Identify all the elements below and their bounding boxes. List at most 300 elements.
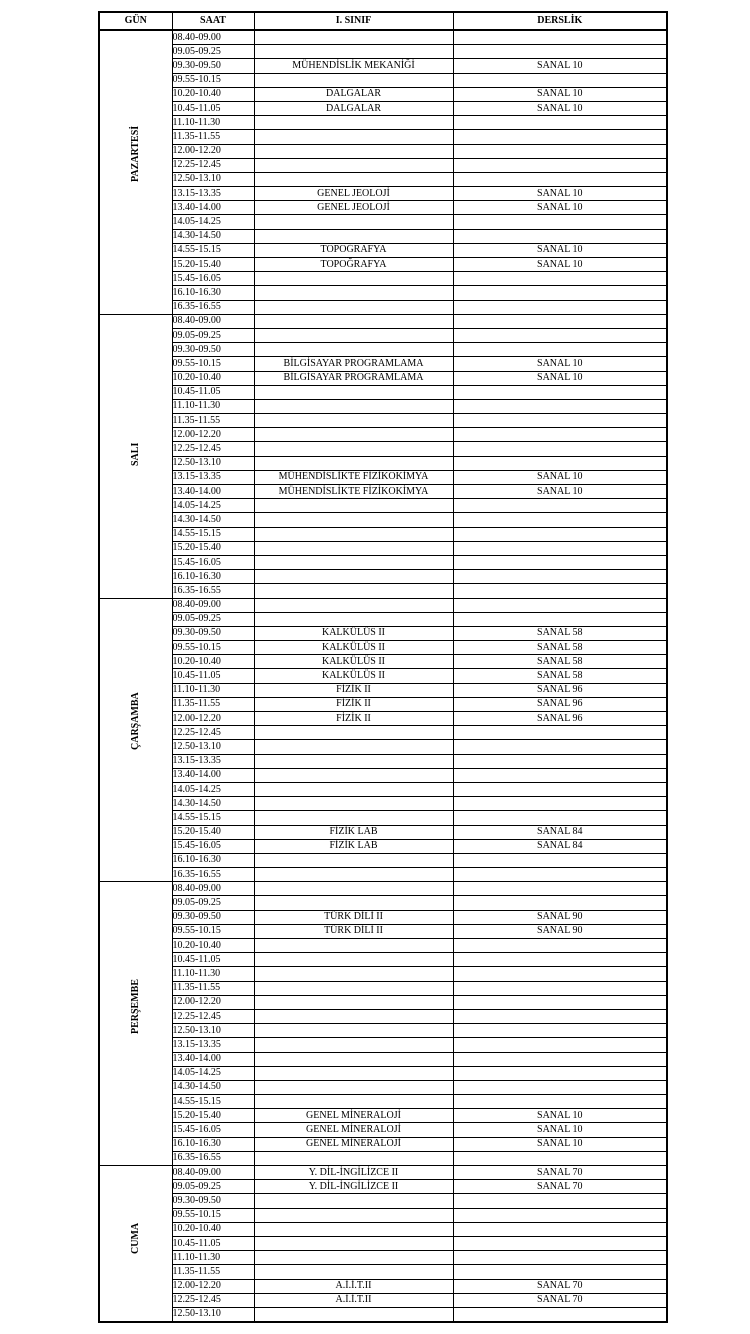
derslik-cell [453, 1066, 667, 1080]
derslik-cell: SANAL 10 [453, 187, 667, 201]
saat-cell: 09.55-10.15 [172, 73, 254, 87]
table-row [99, 1208, 667, 1222]
derslik-cell [453, 527, 667, 541]
ders-cell: KALKÜLÜS II [254, 655, 453, 669]
ders-cell [254, 868, 453, 882]
derslik-cell [453, 328, 667, 342]
ders-cell [254, 385, 453, 399]
table-row [99, 584, 667, 598]
saat-cell: 16.35-16.55 [172, 1151, 254, 1165]
ders-cell [254, 570, 453, 584]
table-row [99, 1222, 667, 1236]
ders-cell [254, 300, 453, 314]
ders-cell [254, 414, 453, 428]
ders-cell [254, 995, 453, 1009]
header-sinif: I. SINIF [254, 12, 453, 30]
saat-cell: 12.50-13.10 [172, 456, 254, 470]
derslik-cell [453, 1052, 667, 1066]
derslik-cell [453, 939, 667, 953]
table-row [99, 101, 667, 115]
table-row [99, 201, 667, 215]
derslik-cell: SANAL 58 [453, 669, 667, 683]
saat-cell: 09.30-09.50 [172, 910, 254, 924]
derslik-cell [453, 286, 667, 300]
saat-cell: 09.55-10.15 [172, 641, 254, 655]
derslik-cell [453, 967, 667, 981]
derslik-cell [453, 570, 667, 584]
table-row [99, 499, 667, 513]
table-row [99, 357, 667, 371]
saat-cell: 08.40-09.00 [172, 598, 254, 612]
saat-cell: 11.10-11.30 [172, 683, 254, 697]
derslik-cell [453, 428, 667, 442]
saat-cell: 10.45-11.05 [172, 385, 254, 399]
table-row [99, 1180, 667, 1194]
ders-cell [254, 1151, 453, 1165]
derslik-cell [453, 456, 667, 470]
table-row [99, 1066, 667, 1080]
derslik-cell [453, 144, 667, 158]
ders-cell [254, 1080, 453, 1094]
ders-cell [254, 754, 453, 768]
table-row [99, 853, 667, 867]
table-row [99, 343, 667, 357]
saat-cell: 10.45-11.05 [172, 953, 254, 967]
derslik-cell: SANAL 70 [453, 1180, 667, 1194]
derslik-cell [453, 782, 667, 796]
derslik-cell [453, 1009, 667, 1023]
table-row [99, 1293, 667, 1307]
saat-cell: 09.05-09.25 [172, 896, 254, 910]
table-row [99, 258, 667, 272]
table-row [99, 243, 667, 257]
ders-cell [254, 939, 453, 953]
day-label: PAZARTESİ [129, 126, 141, 183]
table-row [99, 924, 667, 938]
table-row [99, 768, 667, 782]
table-row [99, 385, 667, 399]
derslik-cell: SANAL 10 [453, 201, 667, 215]
table-row [99, 740, 667, 754]
table-row [99, 314, 667, 328]
table-row [99, 1109, 667, 1123]
ders-cell [254, 1208, 453, 1222]
derslik-cell [453, 1024, 667, 1038]
derslik-cell: SANAL 10 [453, 485, 667, 499]
derslik-cell [453, 1222, 667, 1236]
day-cell [99, 30, 172, 314]
saat-cell: 09.05-09.25 [172, 1180, 254, 1194]
saat-cell: 13.15-13.35 [172, 470, 254, 484]
ders-cell: FİZİK II [254, 683, 453, 697]
derslik-cell [453, 953, 667, 967]
derslik-cell [453, 555, 667, 569]
derslik-cell [453, 1095, 667, 1109]
table-row [99, 570, 667, 584]
derslik-cell: SANAL 96 [453, 697, 667, 711]
saat-cell: 12.50-13.10 [172, 1024, 254, 1038]
saat-cell: 08.40-09.00 [172, 30, 254, 45]
derslik-cell [453, 399, 667, 413]
ders-cell [254, 1222, 453, 1236]
derslik-cell [453, 442, 667, 456]
ders-cell [254, 1009, 453, 1023]
derslik-cell: SANAL 84 [453, 825, 667, 839]
derslik-cell [453, 130, 667, 144]
saat-cell: 11.35-11.55 [172, 697, 254, 711]
saat-cell: 11.10-11.30 [172, 116, 254, 130]
table-row [99, 1265, 667, 1279]
derslik-cell: SANAL 10 [453, 357, 667, 371]
saat-cell: 13.40-14.00 [172, 1052, 254, 1066]
derslik-cell [453, 754, 667, 768]
ders-cell: TÜRK DİLİ II [254, 910, 453, 924]
derslik-cell [453, 995, 667, 1009]
ders-cell [254, 853, 453, 867]
ders-cell [254, 541, 453, 555]
ders-cell: DALGALAR [254, 101, 453, 115]
saat-cell: 11.35-11.55 [172, 130, 254, 144]
saat-cell: 09.30-09.50 [172, 1194, 254, 1208]
derslik-cell [453, 116, 667, 130]
ders-cell: TOPOĞRAFYA [254, 243, 453, 257]
derslik-cell [453, 385, 667, 399]
ders-cell [254, 740, 453, 754]
table-row [99, 172, 667, 186]
saat-cell: 09.05-09.25 [172, 612, 254, 626]
table-row [99, 1080, 667, 1094]
saat-cell: 14.30-14.50 [172, 513, 254, 527]
saat-cell: 08.40-09.00 [172, 882, 254, 896]
table-row [99, 73, 667, 87]
day-cell [99, 314, 172, 598]
saat-cell: 12.00-12.20 [172, 428, 254, 442]
saat-cell: 13.40-14.00 [172, 768, 254, 782]
ders-cell [254, 1236, 453, 1250]
saat-cell: 12.25-12.45 [172, 158, 254, 172]
derslik-cell [453, 414, 667, 428]
saat-cell: 12.00-12.20 [172, 144, 254, 158]
saat-cell: 10.20-10.40 [172, 87, 254, 101]
saat-cell: 13.40-14.00 [172, 485, 254, 499]
saat-cell: 11.10-11.30 [172, 967, 254, 981]
saat-cell: 14.05-14.25 [172, 782, 254, 796]
table-row [99, 87, 667, 101]
ders-cell [254, 314, 453, 328]
table-row [99, 1123, 667, 1137]
derslik-cell [453, 30, 667, 45]
saat-cell: 16.10-16.30 [172, 1137, 254, 1151]
table-row [99, 1095, 667, 1109]
saat-cell: 12.25-12.45 [172, 726, 254, 740]
ders-cell [254, 45, 453, 59]
ders-cell: FİZİK LAB [254, 839, 453, 853]
ders-cell [254, 158, 453, 172]
table-row [99, 229, 667, 243]
saat-cell: 14.05-14.25 [172, 499, 254, 513]
ders-cell [254, 30, 453, 45]
derslik-cell [453, 868, 667, 882]
saat-cell: 10.20-10.40 [172, 939, 254, 953]
table-row [99, 513, 667, 527]
saat-cell: 09.55-10.15 [172, 1208, 254, 1222]
derslik-cell [453, 1265, 667, 1279]
ders-cell: GENEL JEOLOJİ [254, 201, 453, 215]
table-row [99, 782, 667, 796]
table-row [99, 967, 667, 981]
derslik-cell [453, 612, 667, 626]
derslik-cell [453, 1194, 667, 1208]
derslik-cell [453, 513, 667, 527]
derslik-cell [453, 499, 667, 513]
saat-cell: 15.20-15.40 [172, 258, 254, 272]
derslik-cell [453, 896, 667, 910]
table-row [99, 541, 667, 555]
table-row [99, 144, 667, 158]
derslik-cell [453, 343, 667, 357]
derslik-cell [453, 1080, 667, 1094]
saat-cell: 16.10-16.30 [172, 853, 254, 867]
derslik-cell: SANAL 10 [453, 1123, 667, 1137]
table-row [99, 1009, 667, 1023]
table-row [99, 1194, 667, 1208]
derslik-cell [453, 158, 667, 172]
table-row [99, 797, 667, 811]
table-row [99, 939, 667, 953]
derslik-cell [453, 981, 667, 995]
table-row [99, 116, 667, 130]
day-cell [99, 882, 172, 1166]
derslik-cell [453, 811, 667, 825]
ders-cell: BİLGİSAYAR PROGRAMLAMA [254, 371, 453, 385]
ders-cell [254, 896, 453, 910]
table-row [99, 839, 667, 853]
table-row [99, 1024, 667, 1038]
table-row [99, 995, 667, 1009]
saat-cell: 12.50-13.10 [172, 1307, 254, 1322]
derslik-cell [453, 584, 667, 598]
day-label: ÇARŞAMBA [129, 692, 141, 750]
table-row [99, 272, 667, 286]
table-row [99, 286, 667, 300]
saat-cell: 12.00-12.20 [172, 1279, 254, 1293]
ders-cell [254, 1307, 453, 1322]
derslik-cell [453, 882, 667, 896]
saat-cell: 12.25-12.45 [172, 442, 254, 456]
saat-cell: 14.30-14.50 [172, 1080, 254, 1094]
table-row [99, 612, 667, 626]
derslik-cell: SANAL 10 [453, 258, 667, 272]
table-row [99, 555, 667, 569]
derslik-cell [453, 229, 667, 243]
saat-cell: 11.10-11.30 [172, 399, 254, 413]
table-row [99, 641, 667, 655]
derslik-cell: SANAL 70 [453, 1293, 667, 1307]
ders-cell [254, 1251, 453, 1265]
ders-cell [254, 286, 453, 300]
saat-cell: 08.40-09.00 [172, 314, 254, 328]
day-label: PERŞEMBE [129, 978, 141, 1034]
day-cell [99, 598, 172, 882]
table-row [99, 953, 667, 967]
ders-cell [254, 782, 453, 796]
saat-cell: 10.45-11.05 [172, 1236, 254, 1250]
derslik-cell [453, 1208, 667, 1222]
ders-cell [254, 172, 453, 186]
saat-cell: 12.25-12.45 [172, 1293, 254, 1307]
ders-cell: Y. DİL-İNGİLİZCE II [254, 1166, 453, 1180]
saat-cell: 14.55-15.15 [172, 243, 254, 257]
table-row [99, 811, 667, 825]
ders-cell: KALKÜLÜS II [254, 641, 453, 655]
derslik-cell: SANAL 70 [453, 1279, 667, 1293]
ders-cell [254, 328, 453, 342]
table-row [99, 30, 667, 45]
ders-cell [254, 882, 453, 896]
table-row [99, 683, 667, 697]
saat-cell: 15.45-16.05 [172, 555, 254, 569]
table-row [99, 868, 667, 882]
derslik-cell: SANAL 10 [453, 371, 667, 385]
saat-cell: 14.05-14.25 [172, 1066, 254, 1080]
derslik-cell [453, 541, 667, 555]
derslik-cell: SANAL 58 [453, 626, 667, 640]
ders-cell [254, 442, 453, 456]
table-row [99, 669, 667, 683]
derslik-cell [453, 853, 667, 867]
saat-cell: 14.55-15.15 [172, 811, 254, 825]
table-row [99, 45, 667, 59]
ders-cell [254, 967, 453, 981]
saat-cell: 09.30-09.50 [172, 626, 254, 640]
derslik-cell [453, 73, 667, 87]
saat-cell: 10.20-10.40 [172, 371, 254, 385]
ders-cell: KALKÜLÜS II [254, 626, 453, 640]
derslik-cell [453, 300, 667, 314]
table-row [99, 428, 667, 442]
table-row [99, 59, 667, 73]
ders-cell [254, 527, 453, 541]
derslik-cell [453, 1307, 667, 1322]
table-row [99, 896, 667, 910]
ders-cell [254, 144, 453, 158]
table-row [99, 1279, 667, 1293]
ders-cell [254, 229, 453, 243]
ders-cell: BİLGİSAYAR PROGRAMLAMA [254, 357, 453, 371]
ders-cell: MÜHENDİSLİKTE FİZİKOKİMYA [254, 485, 453, 499]
ders-cell [254, 797, 453, 811]
day-label: CUMA [129, 1222, 141, 1254]
derslik-cell [453, 172, 667, 186]
saat-cell: 10.45-11.05 [172, 101, 254, 115]
saat-cell: 11.35-11.55 [172, 1265, 254, 1279]
table-row [99, 187, 667, 201]
table-row [99, 485, 667, 499]
ders-cell [254, 584, 453, 598]
ders-cell: Y. DİL-İNGİLİZCE II [254, 1180, 453, 1194]
ders-cell [254, 215, 453, 229]
derslik-cell [453, 272, 667, 286]
derslik-cell [453, 1236, 667, 1250]
derslik-cell: SANAL 10 [453, 87, 667, 101]
ders-cell: KALKÜLÜS II [254, 669, 453, 683]
header-derslik: DERSLİK [453, 12, 667, 30]
saat-cell: 09.55-10.15 [172, 357, 254, 371]
table-row [99, 399, 667, 413]
saat-cell: 15.20-15.40 [172, 1109, 254, 1123]
saat-cell: 09.55-10.15 [172, 924, 254, 938]
saat-cell: 14.55-15.15 [172, 1095, 254, 1109]
table-row [99, 130, 667, 144]
ders-cell: MÜHENDİSLİK MEKANİĞİ [254, 59, 453, 73]
derslik-cell [453, 598, 667, 612]
ders-cell [254, 1265, 453, 1279]
table-header [99, 12, 667, 30]
derslik-cell: SANAL 84 [453, 839, 667, 853]
ders-cell: DALGALAR [254, 87, 453, 101]
ders-cell [254, 130, 453, 144]
saat-cell: 12.50-13.10 [172, 740, 254, 754]
saat-cell: 13.15-13.35 [172, 187, 254, 201]
saat-cell: 09.30-09.50 [172, 343, 254, 357]
derslik-cell: SANAL 90 [453, 924, 667, 938]
saat-cell: 10.20-10.40 [172, 1222, 254, 1236]
saat-cell: 11.35-11.55 [172, 981, 254, 995]
ders-cell [254, 399, 453, 413]
saat-cell: 12.00-12.20 [172, 712, 254, 726]
derslik-cell [453, 1038, 667, 1052]
derslik-cell [453, 1151, 667, 1165]
day-cell [99, 1166, 172, 1323]
ders-cell [254, 428, 453, 442]
derslik-cell [453, 740, 667, 754]
saat-cell: 13.15-13.35 [172, 1038, 254, 1052]
ders-cell [254, 612, 453, 626]
saat-cell: 15.45-16.05 [172, 839, 254, 853]
saat-cell: 09.05-09.25 [172, 45, 254, 59]
ders-cell [254, 1038, 453, 1052]
ders-cell [254, 1066, 453, 1080]
table-row [99, 215, 667, 229]
table-row [99, 527, 667, 541]
derslik-cell: SANAL 90 [453, 910, 667, 924]
derslik-cell: SANAL 10 [453, 1109, 667, 1123]
saat-cell: 12.25-12.45 [172, 1009, 254, 1023]
table-row [99, 626, 667, 640]
saat-cell: 08.40-09.00 [172, 1166, 254, 1180]
table-row [99, 1236, 667, 1250]
ders-cell: FİZİK LAB [254, 825, 453, 839]
derslik-cell: SANAL 58 [453, 641, 667, 655]
derslik-cell [453, 1251, 667, 1265]
saat-cell: 12.00-12.20 [172, 995, 254, 1009]
ders-cell: GENEL MİNERALOJİ [254, 1137, 453, 1151]
saat-cell: 13.40-14.00 [172, 201, 254, 215]
ders-cell [254, 1052, 453, 1066]
derslik-cell [453, 726, 667, 740]
ders-cell [254, 1194, 453, 1208]
table-row [99, 328, 667, 342]
saat-cell: 14.30-14.50 [172, 797, 254, 811]
ders-cell [254, 981, 453, 995]
schedule-table [98, 11, 668, 1323]
table-row [99, 726, 667, 740]
saat-cell: 16.35-16.55 [172, 868, 254, 882]
ders-cell [254, 73, 453, 87]
ders-cell: GENEL JEOLOJİ [254, 187, 453, 201]
saat-cell: 09.05-09.25 [172, 328, 254, 342]
derslik-cell: SANAL 10 [453, 59, 667, 73]
